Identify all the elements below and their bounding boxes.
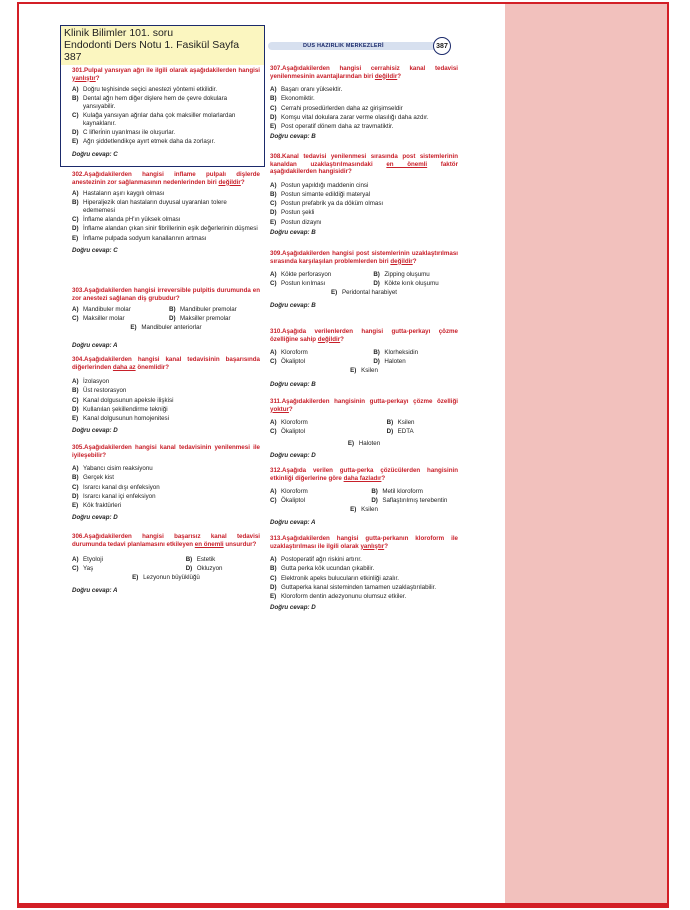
- option: B) Ksilen: [386, 419, 415, 427]
- title-line-3: 387: [64, 51, 82, 63]
- option: C) Ökaliptol: [270, 497, 306, 505]
- option: A) Doğru teşhisinde seçici anestezi yöntemi etkilidir.: [72, 86, 218, 94]
- option-list: [270, 349, 458, 376]
- question-text: 304.Aşağıdakilerden hangisi kanal tedavisinin başarısında diğerlerinden daha az önemlidir?: [72, 356, 260, 371]
- option: B) Metil kloroform: [371, 488, 423, 496]
- option: A) Kökte perforasyon: [270, 271, 332, 279]
- question-309: [270, 250, 458, 309]
- question-305: [72, 444, 260, 521]
- question-text: 305.Aşağıdakilerden hangisi kanal tedavisinin yenilenmesi ile iyileşebilir?: [72, 444, 260, 459]
- option: C) Yaş: [72, 565, 94, 573]
- option: C) Kulağa yansıyan ağrılar daha çok maksiller molarlardan kaynaklanır.: [72, 112, 236, 127]
- option: B) Hiperaljezik olan hastaların duyusal uyaranları tolere edememesi: [72, 199, 227, 214]
- option: B) Ekonomiktir.: [270, 95, 315, 103]
- option: E) Kloroform dentin adezyonunu olumsuz etkiler.: [270, 592, 407, 600]
- answer: Doğru cevap: C: [72, 150, 118, 158]
- question-312: [270, 467, 458, 526]
- title-text: [61, 26, 264, 65]
- option: E) Postun dizaynı: [270, 218, 322, 226]
- option-list: [270, 271, 458, 298]
- answer: Doğru cevap: A: [72, 586, 118, 594]
- option: A) Etyoloji: [72, 556, 103, 564]
- question-text: 309.Aşağıdakilerden hangisi post sistemlerinin uzaklaştırılması sırasında karşılaşılan problemlerden biri değildir?: [270, 250, 458, 265]
- answer: Doğru cevap: A: [72, 341, 118, 349]
- option: A) Hastaların aşırı kaygılı olması: [72, 190, 165, 198]
- option: D) Guttaperka kanal sisteminden tamamen uzaklaştırılabilir.: [270, 583, 437, 591]
- question-313: [270, 535, 458, 611]
- option: A) Kloroform: [270, 419, 308, 427]
- option: E) Ağrı şiddetlendikçe ayırt etmek daha da zorlaşır.: [72, 138, 216, 146]
- option: C) Ökaliptol: [270, 428, 306, 436]
- option: D) Kullanılan şekillendirme tekniği: [72, 405, 168, 413]
- option: E) İnflame pulpada sodyum kanallarının artması: [72, 234, 207, 242]
- option: A) Kloroform: [270, 488, 308, 496]
- option: C) Israrcı kanal dışı enfeksiyon: [72, 483, 160, 491]
- option: B) Dental ağrı hem diğer dişlere hem de çevre dokulara yansıyabilir.: [72, 95, 228, 110]
- option-list: [72, 378, 260, 422]
- question-304: [72, 356, 260, 434]
- answer: Doğru cevap: B: [270, 380, 316, 388]
- option: A) Mandibuler molar: [72, 306, 131, 314]
- question-306: [72, 533, 260, 594]
- option: C) Postun prefabrik ya da döküm olması: [270, 200, 384, 208]
- option-list: [270, 419, 458, 449]
- question-301: [72, 67, 260, 158]
- question-text: 311.Aşağıdakilerden hangisinin gutta-perkayı çözme özelliği yoktur?: [270, 398, 458, 413]
- option: B) Gutta perka kök ucundan çıkabilir.: [270, 565, 375, 573]
- question-307: [270, 65, 458, 140]
- option-list: [270, 488, 458, 515]
- option: A) Yabancı cisim reaksiyonu: [72, 465, 153, 473]
- option: D) Saflaştırılmış terebentin: [371, 497, 448, 505]
- option: E) Kök fraktürleri: [72, 501, 122, 509]
- question-text: 302.Aşağıdakilerden hangisi inflame pulpalı dişlerde anestezinin zor sağlanmasının nedenlerinden biri değildir?: [72, 171, 260, 186]
- option: B) Postun simante edildiği materyal: [270, 190, 371, 198]
- answer: Doğru cevap: D: [270, 603, 316, 611]
- option: C) İnflame alanda pH'ın yüksek olması: [72, 216, 181, 224]
- answer: Doğru cevap: B: [270, 301, 316, 309]
- option: D) Postun şekli: [270, 209, 315, 217]
- option: E) Kanal dolgusunun homojenitesi: [72, 414, 169, 422]
- option: D) Okluzyon: [185, 565, 223, 573]
- option: A) İzolasyon: [72, 378, 110, 386]
- option: E) Mandibuler anteriorlar: [130, 324, 202, 332]
- option: C) Postun kırılması: [270, 280, 326, 288]
- option-list: [72, 86, 260, 146]
- option: C) Cerrahi prosedürlerden daha az girişimseldir: [270, 104, 403, 112]
- option-list: [72, 306, 260, 333]
- option: B) Klorheksidin: [373, 349, 419, 357]
- page-bottom-bar: [17, 903, 669, 908]
- question-text: 301.Pulpal yansıyan ağrı ile ilgili olarak aşağıdakilerden hangisi yanlıştır?: [72, 67, 260, 82]
- option-list: [72, 190, 260, 242]
- option: D) Israrcı kanal içi enfeksiyon: [72, 492, 156, 500]
- option: E) Peridontal harabiyet: [330, 289, 398, 297]
- answer: Doğru cevap: B: [270, 229, 316, 237]
- option: A) Postun yapıldığı maddenin cinsi: [270, 181, 369, 189]
- option: A) Postoperatif ağrı riskini artırır.: [270, 556, 362, 564]
- option-list: [270, 556, 458, 600]
- question-310: [270, 328, 458, 388]
- answer: Doğru cevap: D: [72, 426, 118, 434]
- answer: Doğru cevap: C: [72, 247, 118, 255]
- title-line-2: Endodonti Ders Notu 1. Fasikül Sayfa: [64, 39, 240, 51]
- option-list: [270, 182, 458, 226]
- question-text: 307.Aşağıdakilerden hangisi cerrahisiz kanal tedavisi yenilenmesinin avantajlarından biri değildir?: [270, 65, 458, 80]
- question-text: 306.Aşağıdakilerden hangisi başarısız kanal tedavisi durumunda tedavi planlamasını etkileyen en önemli unsurdur?: [72, 533, 260, 548]
- page-number-badge: 387: [433, 37, 451, 55]
- option: D) C lifleri̇nin uyarılması ile oluşurlar.: [72, 128, 176, 136]
- option: C) Ökaliptol: [270, 358, 306, 366]
- answer: Doğru cevap: A: [270, 518, 316, 526]
- question-text: 313.Aşağıdakilerden hangisi gutta-perkanın kloroform ile uzaklaştırılması ile ilgili olarak yanlıştır?: [270, 535, 458, 550]
- header-brand: DUS HAZIRLIK MERKEZLERİ: [303, 43, 384, 49]
- option: B) Estetik: [185, 556, 216, 564]
- answer: Doğru cevap: B: [270, 132, 316, 140]
- option: B) Mandibuler premolar: [169, 306, 237, 314]
- option: E) Post operatif dönem daha az travmatiktir.: [270, 122, 394, 130]
- option: E) Ksilen: [350, 506, 378, 514]
- option: E) Haloten: [347, 439, 381, 447]
- option: D) Komşu vital dokulara zarar verme olasılığı daha azdır.: [270, 113, 429, 121]
- option: D) Haloten: [373, 358, 406, 366]
- question-303: [72, 287, 260, 349]
- option: A) Başarı oranı yüksektir.: [270, 86, 343, 94]
- question-302: [72, 171, 260, 255]
- option: C) Kanal dolgusunun apeksle ilişkisi: [72, 396, 174, 404]
- option-list: [72, 465, 260, 509]
- option: D) EDTA: [386, 428, 414, 436]
- option-list: [72, 556, 260, 583]
- question-text: 312.Aşağıda verilen gutta-perka çözücülerden hangisinin etkinliği diğerlerine göre daha fazladır?: [270, 467, 458, 482]
- option-list: [270, 86, 458, 130]
- answer: Doğru cevap: D: [72, 513, 118, 521]
- option: C) Maksiller molar: [72, 315, 125, 323]
- option: B) Zipping oluşumu: [373, 271, 430, 279]
- option: B) Gerçek kist: [72, 474, 114, 482]
- answer: Doğru cevap: D: [270, 452, 316, 460]
- option: E) Ksilen: [350, 367, 378, 375]
- title-line-1: Klinik Bilimler 101. soru: [64, 27, 174, 39]
- option: E) Lezyonun büyüklüğü: [132, 574, 200, 582]
- question-text: 308.Kanal tedavisi yenilenmesi sırasında post sistemlerinin kanaldan uzaklaştırılmasındaki en önemli faktör aşağıdakilerden hangisidir?: [270, 153, 458, 176]
- option: B) Üst restorasyon: [72, 387, 127, 395]
- question-text: 310.Aşağıda verilenlerden hangisi gutta-perkayı çözme özelliğine sahip değildir?: [270, 328, 458, 343]
- option: C) Elektronik apeks bulucuların etkinliği azalır.: [270, 574, 399, 582]
- question-text: 303.Aşağıdakilerden hangisi irreversible pulpitis durumunda en zor anestezi sağlanan diş grubudur?: [72, 287, 260, 302]
- header-brand-bar: [268, 42, 450, 50]
- option: D) Kökte kırık oluşumu: [373, 280, 439, 288]
- question-311: [270, 398, 458, 460]
- option: D) Maksiller premolar: [169, 315, 231, 323]
- option: D) İnflame alandan çıkan sinir fibrillerinin eşik değerlerinin düşmesi: [72, 225, 258, 233]
- question-308: [270, 153, 458, 237]
- option: A) Kloroform: [270, 349, 308, 357]
